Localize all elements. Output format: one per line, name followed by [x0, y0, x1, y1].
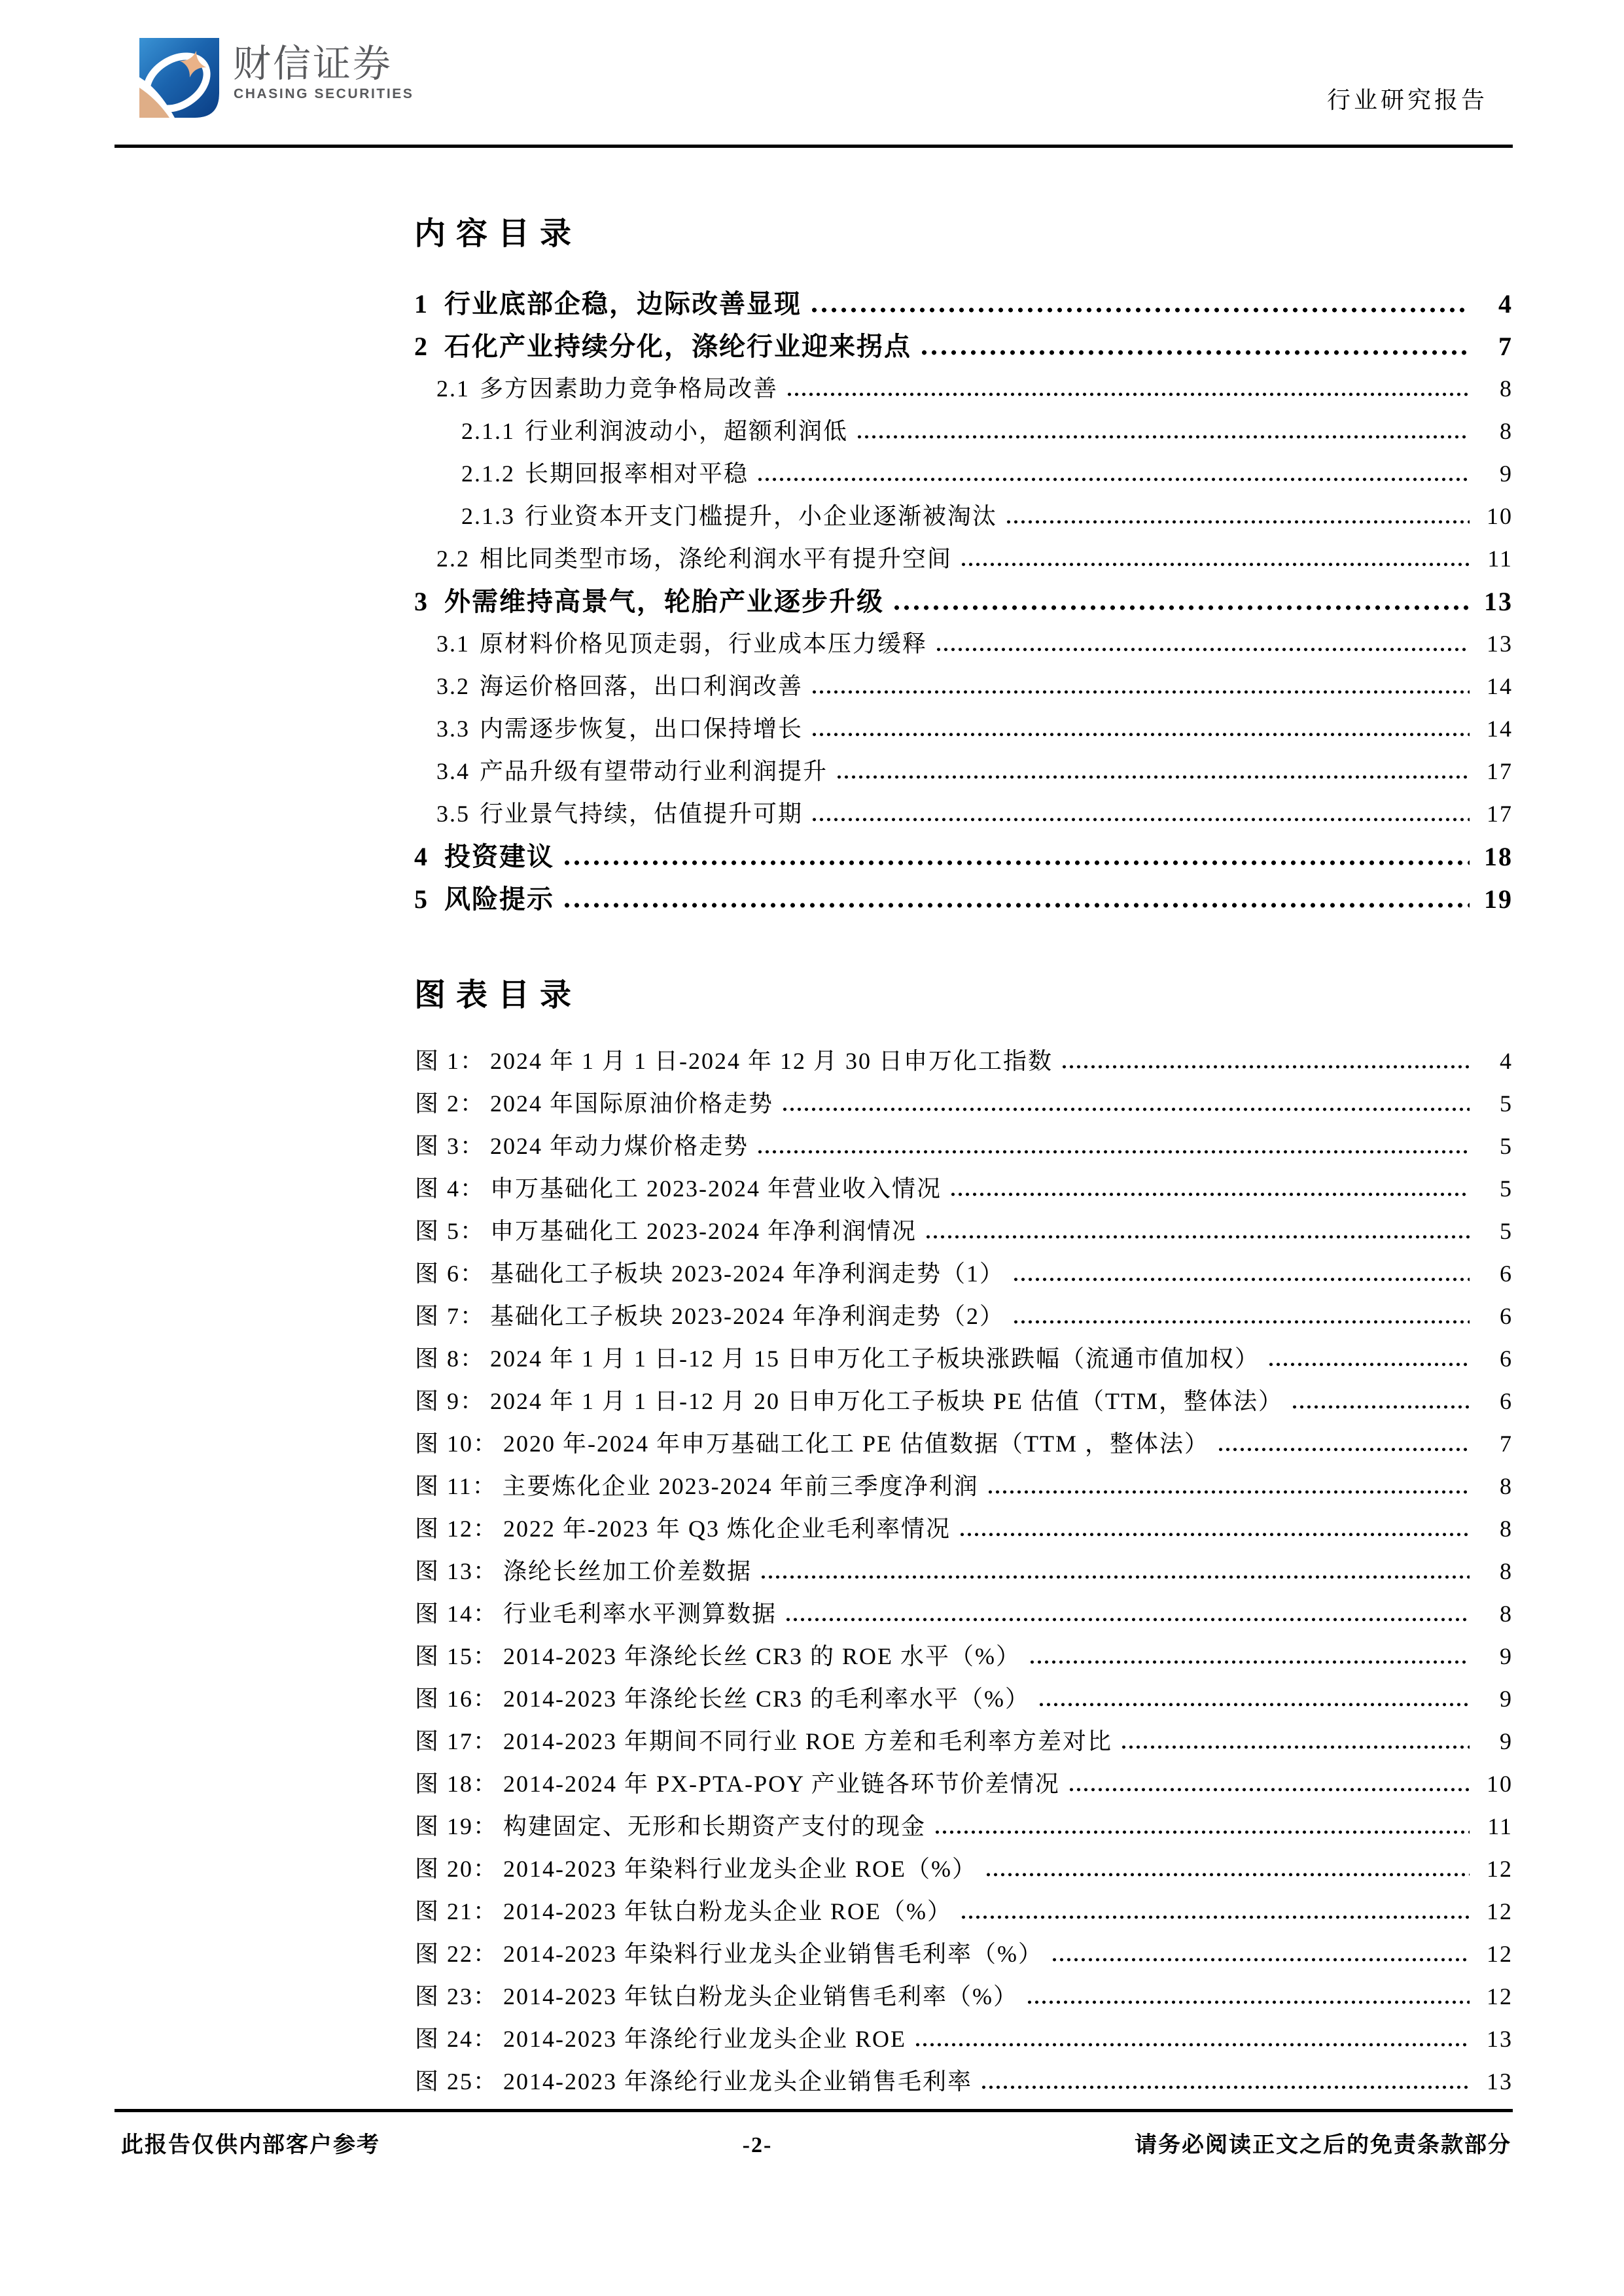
- page-number: 18: [1484, 842, 1513, 871]
- toc-entry-number: 3.1: [436, 631, 470, 657]
- dot-leader: [919, 349, 1470, 355]
- figure-entry-label: 2024 年 1 月 1 日-2024 年 12 月 30 日申万化工指数: [490, 1048, 1053, 1074]
- toc-entry-number: 1: [414, 289, 429, 319]
- toc-entry-label: 相比同类型市场，涤纶利润水平有提升空间: [480, 546, 953, 572]
- dot-leader: [1029, 1660, 1470, 1664]
- page-number: 5: [1500, 1175, 1513, 1202]
- toc-entry[interactable]: [406, 495, 1513, 538]
- page-number: 7: [1500, 1431, 1513, 1457]
- page-number: 5: [1500, 1090, 1513, 1117]
- figure-entry-number: 图 12：: [415, 1516, 499, 1542]
- dot-leader: [1068, 1787, 1470, 1792]
- figure-entry-number: 图 23：: [415, 1983, 499, 2009]
- dot-leader: [1005, 519, 1470, 524]
- figure-entry[interactable]: [406, 1678, 1513, 1720]
- brand-logo: [139, 38, 219, 118]
- dot-leader: [1038, 1702, 1470, 1707]
- figure-entry-number: 图 4：: [415, 1175, 485, 1202]
- figure-entry-number: 图 18：: [415, 1771, 499, 1797]
- dot-leader: [785, 1617, 1470, 1622]
- figure-entry-number: 图 20：: [415, 1856, 499, 1882]
- figure-entry[interactable]: [406, 1253, 1513, 1295]
- figure-entry[interactable]: [406, 1890, 1513, 1933]
- figure-entry[interactable]: [406, 1168, 1513, 1210]
- figure-entry-label: 申万基础化工 2023-2024 年营业收入情况: [490, 1175, 942, 1202]
- dot-leader: [1120, 1745, 1470, 1749]
- brand-name-en: CHASING SECURITIES: [234, 86, 414, 101]
- page-number: 8: [1500, 1558, 1513, 1584]
- figure-entry[interactable]: [406, 2061, 1513, 2103]
- figure-entry-number: 图 21：: [415, 1898, 499, 1924]
- figure-entry-number: 图 9：: [415, 1388, 485, 1414]
- figure-entry[interactable]: [406, 1465, 1513, 1508]
- page-number: 4: [1500, 1048, 1513, 1074]
- page-number-indicator: -2-: [742, 2133, 773, 2157]
- page-number: 19: [1484, 884, 1513, 914]
- figure-entry-label: 2024 年国际原油价格走势: [490, 1090, 774, 1117]
- dot-leader: [925, 1234, 1470, 1239]
- dot-leader: [811, 689, 1470, 694]
- dot-leader: [562, 860, 1470, 865]
- figure-entry-number: 图 24：: [415, 2026, 499, 2052]
- dot-leader: [949, 1192, 1470, 1196]
- page-number: 12: [1487, 1898, 1513, 1924]
- report-type-label: 行业研究报告: [1326, 87, 1488, 113]
- figure-entry-number: 图 7：: [415, 1303, 485, 1329]
- dot-leader: [959, 1532, 1470, 1537]
- figure-entry-label: 2024 年 1 月 1 日-12 月 15 日申万化工子板块涨跌幅（流通市值加权）: [490, 1346, 1260, 1372]
- figure-entry-label: 2014-2023 年期间不同行业 ROE 方差和毛利率方差对比: [503, 1728, 1113, 1754]
- page-number: 10: [1487, 1771, 1513, 1797]
- toc-entry[interactable]: [406, 283, 1513, 325]
- toc-entry-number: 3.4: [436, 758, 470, 784]
- toc-entry-label: 行业利润波动小，超额利润低: [525, 418, 849, 444]
- footer-left-note: 此报告仅供内部客户参考: [121, 2133, 380, 2157]
- page-number: 9: [1500, 1686, 1513, 1712]
- toc-entry-number: 3.5: [436, 801, 470, 827]
- toc-entry-number: 3.2: [436, 673, 470, 699]
- page-number: 13: [1487, 2026, 1513, 2052]
- dot-leader: [756, 1149, 1470, 1154]
- toc-entry-number: 3.3: [436, 716, 470, 742]
- figure-entry[interactable]: [406, 2018, 1513, 2061]
- footer: [121, 2127, 1511, 2164]
- toc-entry-number: 2.1.2: [461, 461, 515, 487]
- figure-entry-label: 涤纶长丝加工价差数据: [503, 1558, 752, 1584]
- toc-list: [406, 283, 1513, 920]
- page-number: 9: [1500, 1643, 1513, 1669]
- page-number: 6: [1500, 1346, 1513, 1372]
- toc-entry[interactable]: [406, 368, 1513, 410]
- figure-entry-label: 2014-2023 年钛白粉龙头企业 ROE（%）: [503, 1898, 952, 1924]
- page-number: 6: [1500, 1303, 1513, 1329]
- page-number: 11: [1487, 1813, 1513, 1839]
- page-number: 9: [1500, 461, 1513, 487]
- dot-leader: [987, 1489, 1470, 1494]
- toc-entry-label: 投资建议: [444, 842, 554, 871]
- page-number: 8: [1500, 375, 1513, 402]
- toc-entry[interactable]: [406, 665, 1513, 708]
- toc-entry-label: 多方因素助力竞争格局改善: [480, 375, 779, 402]
- toc-entry-label: 内需逐步恢复，出口保持增长: [480, 716, 803, 742]
- figure-entry-number: 图 10：: [415, 1431, 499, 1457]
- figure-entry[interactable]: [406, 1593, 1513, 1635]
- figure-entry-number: 图 19：: [415, 1813, 499, 1839]
- page-number: 12: [1487, 1983, 1513, 2009]
- figure-entry[interactable]: [406, 1975, 1513, 2018]
- figure-entry[interactable]: [406, 1295, 1513, 1338]
- figure-entry-label: 2014-2023 年染料行业龙头企业销售毛利率（%）: [503, 1941, 1043, 1967]
- figure-entry[interactable]: [406, 1848, 1513, 1890]
- dot-leader: [1217, 1447, 1470, 1452]
- dot-leader: [1291, 1404, 1470, 1409]
- toc-entry-number: 3: [414, 587, 429, 616]
- page-number: 12: [1487, 1941, 1513, 1967]
- footer-disclaimer-note: 请务必阅读正文之后的免责条款部分: [1135, 2133, 1511, 2157]
- page-number: 10: [1487, 503, 1513, 529]
- figure-entry-label: 2020 年-2024 年申万基础工化工 PE 估值数据（TTM ，整体法）: [503, 1431, 1210, 1457]
- toc-entry[interactable]: [406, 835, 1513, 878]
- figure-entry[interactable]: [406, 1508, 1513, 1550]
- toc-entry[interactable]: [406, 538, 1513, 580]
- figure-entry-label: 基础化工子板块 2023-2024 年净利润走势（2）: [490, 1303, 1005, 1329]
- dot-leader: [786, 392, 1470, 396]
- figure-entry-number: 图 2：: [415, 1090, 485, 1117]
- figure-entry[interactable]: [406, 1933, 1513, 1975]
- figure-entry[interactable]: [406, 1338, 1513, 1380]
- figure-entry-label: 2014-2023 年染料行业龙头企业 ROE（%）: [503, 1856, 977, 1882]
- figure-entry-label: 2014-2023 年钛白粉龙头企业销售毛利率（%）: [503, 1983, 1018, 2009]
- figure-entry[interactable]: [406, 1805, 1513, 1848]
- dot-leader: [760, 1574, 1470, 1579]
- figure-entry-number: 图 15：: [415, 1643, 499, 1669]
- dot-leader: [914, 2042, 1470, 2047]
- figure-entry-number: 图 14：: [415, 1601, 499, 1627]
- dot-leader: [960, 562, 1470, 566]
- figure-entry-label: 2014-2023 年涤纶行业龙头企业销售毛利率: [503, 2068, 973, 2095]
- toc-entry[interactable]: [406, 878, 1513, 920]
- dot-leader: [856, 434, 1470, 439]
- dot-leader: [811, 732, 1470, 737]
- figure-entry-number: 图 25：: [415, 2068, 499, 2095]
- toc-entry[interactable]: [406, 793, 1513, 835]
- toc-entry-label: 产品升级有望带动行业利润提升: [480, 758, 828, 784]
- figure-entry-label: 2014-2024 年 PX-PTA-POY 产业链各环节价差情况: [503, 1771, 1060, 1797]
- page-number: 7: [1498, 332, 1513, 361]
- figure-entry[interactable]: [406, 1763, 1513, 1805]
- page-number: 8: [1500, 1473, 1513, 1499]
- figure-entry-label: 2022 年-2023 年 Q3 炼化企业毛利率情况: [503, 1516, 951, 1542]
- header-rule: [115, 145, 1513, 148]
- dot-leader: [781, 1107, 1470, 1111]
- toc-entry-number: 2.1.1: [461, 418, 515, 444]
- dot-leader: [562, 902, 1470, 908]
- figure-entry-label: 2014-2023 年涤纶长丝 CR3 的毛利率水平（%）: [503, 1686, 1031, 1712]
- toc-entry[interactable]: [406, 410, 1513, 453]
- dot-leader: [756, 477, 1470, 481]
- toc-entry-label: 长期回报率相对平稳: [525, 461, 749, 487]
- page-number: 4: [1498, 289, 1513, 319]
- dot-leader: [892, 604, 1470, 610]
- toc-entry-number: 4: [414, 842, 429, 871]
- figure-entry-number: 图 13：: [415, 1558, 499, 1584]
- toc-entry-label: 原材料价格见顶走弱，行业成本压力缓释: [480, 631, 928, 657]
- toc-entry-label: 行业资本开支门槛提升，小企业逐渐被淘汰: [525, 503, 998, 529]
- toc-entry[interactable]: [406, 750, 1513, 793]
- figure-entry-label: 主要炼化企业 2023-2024 年前三季度净利润: [502, 1473, 979, 1499]
- toc-entry-number: 2: [414, 332, 429, 361]
- toc-entry[interactable]: [406, 623, 1513, 665]
- figure-entry-label: 构建固定、无形和长期资产支付的现金: [503, 1813, 927, 1839]
- figure-entry-label: 行业毛利率水平测算数据: [503, 1601, 777, 1627]
- figure-entry-number: 图 6：: [415, 1261, 485, 1287]
- dot-leader: [809, 307, 1470, 313]
- figure-entry[interactable]: [406, 1380, 1513, 1423]
- figure-entry-label: 申万基础化工 2023-2024 年净利润情况: [490, 1218, 917, 1244]
- dot-leader: [1012, 1319, 1470, 1324]
- toc-title: 内容目录: [414, 217, 582, 251]
- figure-entry[interactable]: [406, 1083, 1513, 1125]
- page-number: 8: [1500, 1516, 1513, 1542]
- page-number: 9: [1500, 1728, 1513, 1754]
- page-number: 14: [1487, 716, 1513, 742]
- figure-entry-label: 基础化工子板块 2023-2024 年净利润走势（1）: [490, 1261, 1005, 1287]
- footer-rule: [115, 2109, 1513, 2112]
- page-number: 8: [1500, 418, 1513, 444]
- toc-entry-label: 风险提示: [444, 884, 554, 914]
- figure-entry-number: 图 1：: [415, 1048, 485, 1074]
- figure-entry[interactable]: [406, 1210, 1513, 1253]
- toc-entry-number: 2.1: [436, 375, 470, 402]
- page-number: 13: [1487, 631, 1513, 657]
- page-number: 8: [1500, 1601, 1513, 1627]
- dot-leader: [1061, 1064, 1470, 1069]
- toc-entry-label: 行业底部企稳，边际改善显现: [444, 289, 802, 319]
- dot-leader: [836, 774, 1470, 779]
- figure-entry-number: 图 11：: [415, 1473, 497, 1499]
- dot-leader: [811, 817, 1470, 822]
- page-number: 5: [1500, 1133, 1513, 1159]
- figures-list: [406, 1040, 1513, 2103]
- toc-entry-label: 外需维持高景气，轮胎产业逐步升级: [444, 587, 884, 616]
- figure-entry[interactable]: [406, 1040, 1513, 1083]
- figure-entry-number: 图 22：: [415, 1941, 499, 1967]
- figure-entry[interactable]: [406, 1125, 1513, 1168]
- toc-entry-number: 2.1.3: [461, 503, 515, 529]
- dot-leader: [935, 647, 1470, 652]
- figure-entry-label: 2014-2023 年涤纶长丝 CR3 的 ROE 水平（%）: [503, 1643, 1021, 1669]
- dot-leader: [1051, 1957, 1470, 1962]
- toc-entry-label: 石化产业持续分化，涤纶行业迎来拐点: [444, 332, 911, 361]
- page-number: 11: [1487, 546, 1513, 572]
- figure-entry[interactable]: [406, 1423, 1513, 1465]
- dot-leader: [960, 1915, 1470, 1919]
- dot-leader: [1026, 2000, 1470, 2004]
- dot-leader: [1267, 1362, 1470, 1366]
- page-number: 17: [1487, 801, 1513, 827]
- page-number: 13: [1487, 2068, 1513, 2095]
- toc-entry[interactable]: [406, 580, 1513, 623]
- figure-entry[interactable]: [406, 1720, 1513, 1763]
- figure-entry-number: 图 5：: [415, 1218, 485, 1244]
- figure-entry-label: 2024 年动力煤价格走势: [490, 1133, 749, 1159]
- page-number: 6: [1500, 1388, 1513, 1414]
- page-number: 6: [1500, 1261, 1513, 1287]
- page-number: 5: [1500, 1218, 1513, 1244]
- figure-entry-number: 图 3：: [415, 1133, 485, 1159]
- toc-entry[interactable]: [406, 453, 1513, 495]
- figure-entry-label: 2014-2023 年涤纶行业龙头企业 ROE: [503, 2026, 907, 2052]
- figure-entry-number: 图 16：: [415, 1686, 499, 1712]
- toc-entry-label: 海运价格回落，出口利润改善: [480, 673, 803, 699]
- toc-entry-number: 2.2: [436, 546, 470, 572]
- dot-leader: [985, 1872, 1470, 1877]
- figures-title: 图表目录: [414, 978, 582, 1013]
- page-number: 17: [1487, 758, 1513, 784]
- page-number: 14: [1487, 673, 1513, 699]
- dot-leader: [1012, 1277, 1470, 1281]
- page-number: 13: [1484, 587, 1513, 616]
- toc-entry-label: 行业景气持续，估值提升可期: [480, 801, 803, 827]
- figure-entry[interactable]: [406, 1550, 1513, 1593]
- figure-entry-label: 2024 年 1 月 1 日-12 月 20 日申万化工子板块 PE 估值（TTM，整体法）: [490, 1388, 1284, 1414]
- figure-entry[interactable]: [406, 1635, 1513, 1678]
- dot-leader: [934, 1830, 1470, 1834]
- page-number: 12: [1487, 1856, 1513, 1882]
- figure-entry-number: 图 8：: [415, 1346, 485, 1372]
- toc-entry[interactable]: [406, 708, 1513, 750]
- toc-entry-number: 5: [414, 884, 429, 914]
- brand-name-cn: 财信证券: [233, 43, 393, 85]
- figure-entry-number: 图 17：: [415, 1728, 499, 1754]
- toc-entry[interactable]: [406, 325, 1513, 368]
- dot-leader: [980, 2085, 1470, 2089]
